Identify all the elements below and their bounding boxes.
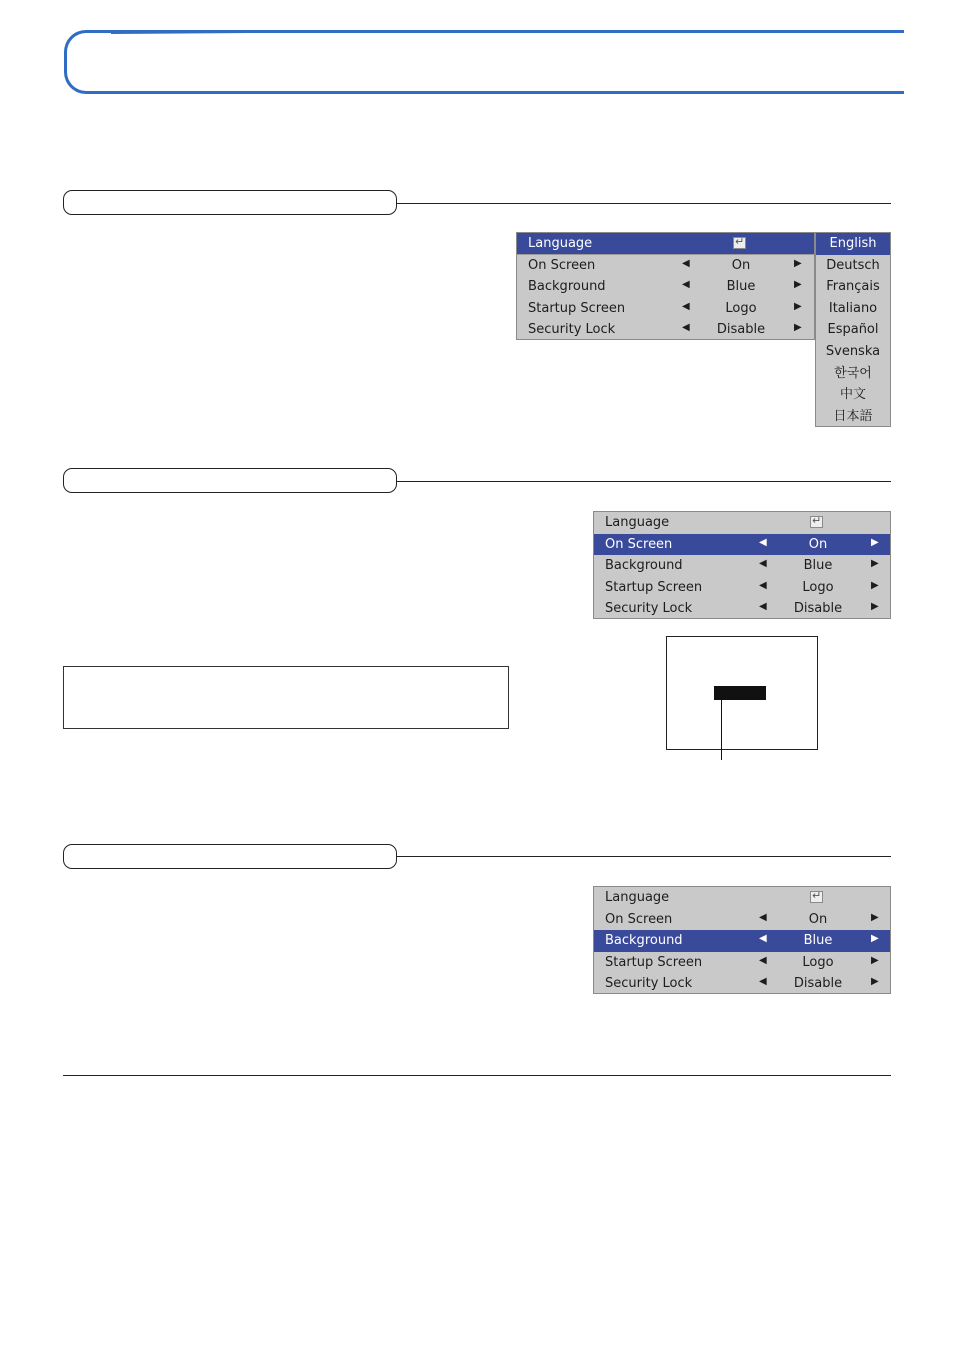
menu-row-value: Disable: [793, 976, 843, 992]
menu-row-label: Security Lock: [605, 976, 693, 992]
menu-row-value: On: [731, 257, 751, 273]
arrow-right-icon[interactable]: ▶: [794, 322, 802, 334]
osd-menu-background: [593, 886, 891, 994]
menu-row-value: Blue: [803, 558, 833, 574]
menu-row-label: Startup Screen: [528, 300, 626, 316]
arrow-right-icon[interactable]: ▶: [871, 536, 879, 548]
menu-row-startup-screen[interactable]: [594, 577, 890, 599]
menu-row-startup-screen[interactable]: [594, 952, 890, 974]
menu-row-value: On: [808, 536, 828, 552]
menu-row-value: Disable: [716, 322, 766, 338]
section-header-2: [63, 468, 397, 493]
arrow-right-icon[interactable]: ▶: [794, 279, 802, 291]
section-rule-3: [397, 856, 891, 857]
arrow-right-icon[interactable]: ▶: [871, 954, 879, 966]
menu-row-background[interactable]: [594, 555, 890, 577]
language-option[interactable]: 中文: [839, 387, 866, 403]
arrow-right-icon[interactable]: ▶: [871, 911, 879, 923]
menu-row-language[interactable]: [594, 512, 890, 534]
language-option[interactable]: 한국어: [834, 365, 872, 381]
arrow-left-icon[interactable]: ◀: [759, 579, 767, 591]
enter-icon: [810, 891, 823, 903]
arrow-right-icon[interactable]: ▶: [871, 976, 879, 988]
menu-row-value: Disable: [793, 601, 843, 617]
menu-row-value: Logo: [725, 300, 757, 316]
arrow-right-icon[interactable]: ▶: [871, 558, 879, 570]
arrow-left-icon[interactable]: ◀: [759, 536, 767, 548]
arrow-left-icon[interactable]: ◀: [682, 300, 690, 312]
menu-row-language[interactable]: [517, 233, 814, 255]
language-option[interactable]: 日本語: [833, 408, 873, 424]
section-header-1: [63, 190, 397, 215]
arrow-left-icon[interactable]: ◀: [759, 954, 767, 966]
language-option[interactable]: Deutsch: [826, 257, 880, 273]
menu-row-label: Startup Screen: [605, 954, 703, 970]
menu-row-label: Security Lock: [605, 601, 693, 617]
arrow-left-icon[interactable]: ◀: [759, 911, 767, 923]
section-rule-1: [397, 203, 891, 204]
arrow-right-icon[interactable]: ▶: [871, 601, 879, 613]
on-screen-display-bar: [714, 686, 766, 700]
arrow-left-icon[interactable]: ◀: [682, 257, 690, 269]
arrow-right-icon[interactable]: ▶: [871, 933, 879, 945]
menu-row-background[interactable]: [517, 276, 814, 298]
language-option[interactable]: Svenska: [825, 344, 881, 359]
menu-row-language[interactable]: [594, 887, 890, 909]
arrow-left-icon[interactable]: ◀: [682, 322, 690, 334]
menu-row-label: Language: [528, 236, 593, 251]
arrow-right-icon[interactable]: ▶: [794, 257, 802, 269]
arrow-left-icon[interactable]: ◀: [682, 279, 690, 291]
enter-icon: [733, 237, 746, 249]
language-option[interactable]: Italiano: [828, 300, 878, 316]
osd-menu-language: [516, 232, 815, 340]
menu-row-value: Logo: [802, 579, 834, 595]
osd-menu-on-screen: [593, 511, 891, 619]
menu-row-on-screen[interactable]: [517, 255, 814, 277]
arrow-left-icon[interactable]: ◀: [759, 601, 767, 613]
menu-row-value: On: [808, 911, 828, 927]
menu-row-label: On Screen: [605, 911, 673, 927]
menu-row-value: Blue: [726, 279, 756, 295]
menu-row-on-screen[interactable]: [594, 534, 890, 556]
page-title-frame: [64, 30, 904, 94]
menu-row-label: Security Lock: [528, 322, 616, 338]
arrow-left-icon[interactable]: ◀: [759, 558, 767, 570]
menu-row-label: On Screen: [605, 536, 673, 552]
menu-row-label: Language: [605, 890, 670, 905]
menu-row-security-lock[interactable]: [594, 598, 890, 620]
arrow-left-icon[interactable]: ◀: [759, 976, 767, 988]
arrow-left-icon[interactable]: ◀: [759, 933, 767, 945]
menu-row-label: On Screen: [528, 257, 596, 273]
menu-row-startup-screen[interactable]: [517, 298, 814, 320]
menu-row-security-lock[interactable]: [594, 973, 890, 995]
section-header-3: [63, 844, 397, 869]
callout-leader-line: [721, 700, 722, 760]
bottom-divider: [63, 1075, 891, 1076]
arrow-right-icon[interactable]: ▶: [794, 300, 802, 312]
menu-row-on-screen[interactable]: [594, 909, 890, 931]
menu-row-label: Background: [528, 279, 606, 295]
menu-row-background[interactable]: [594, 930, 890, 952]
menu-row-value: Logo: [802, 954, 834, 970]
menu-row-label: Background: [605, 558, 683, 574]
menu-row-label: Background: [605, 933, 683, 949]
language-option[interactable]: English: [816, 233, 890, 255]
enter-icon: [810, 516, 823, 528]
arrow-right-icon[interactable]: ▶: [871, 579, 879, 591]
section-rule-2: [397, 481, 891, 482]
menu-row-security-lock[interactable]: [517, 319, 814, 341]
language-option[interactable]: Español: [827, 322, 879, 338]
note-box: [63, 666, 509, 729]
language-submenu: [815, 232, 891, 427]
menu-row-label: Language: [605, 515, 670, 530]
language-option[interactable]: Français: [826, 279, 880, 295]
menu-row-label: Startup Screen: [605, 579, 703, 595]
menu-row-value: Blue: [803, 933, 833, 949]
